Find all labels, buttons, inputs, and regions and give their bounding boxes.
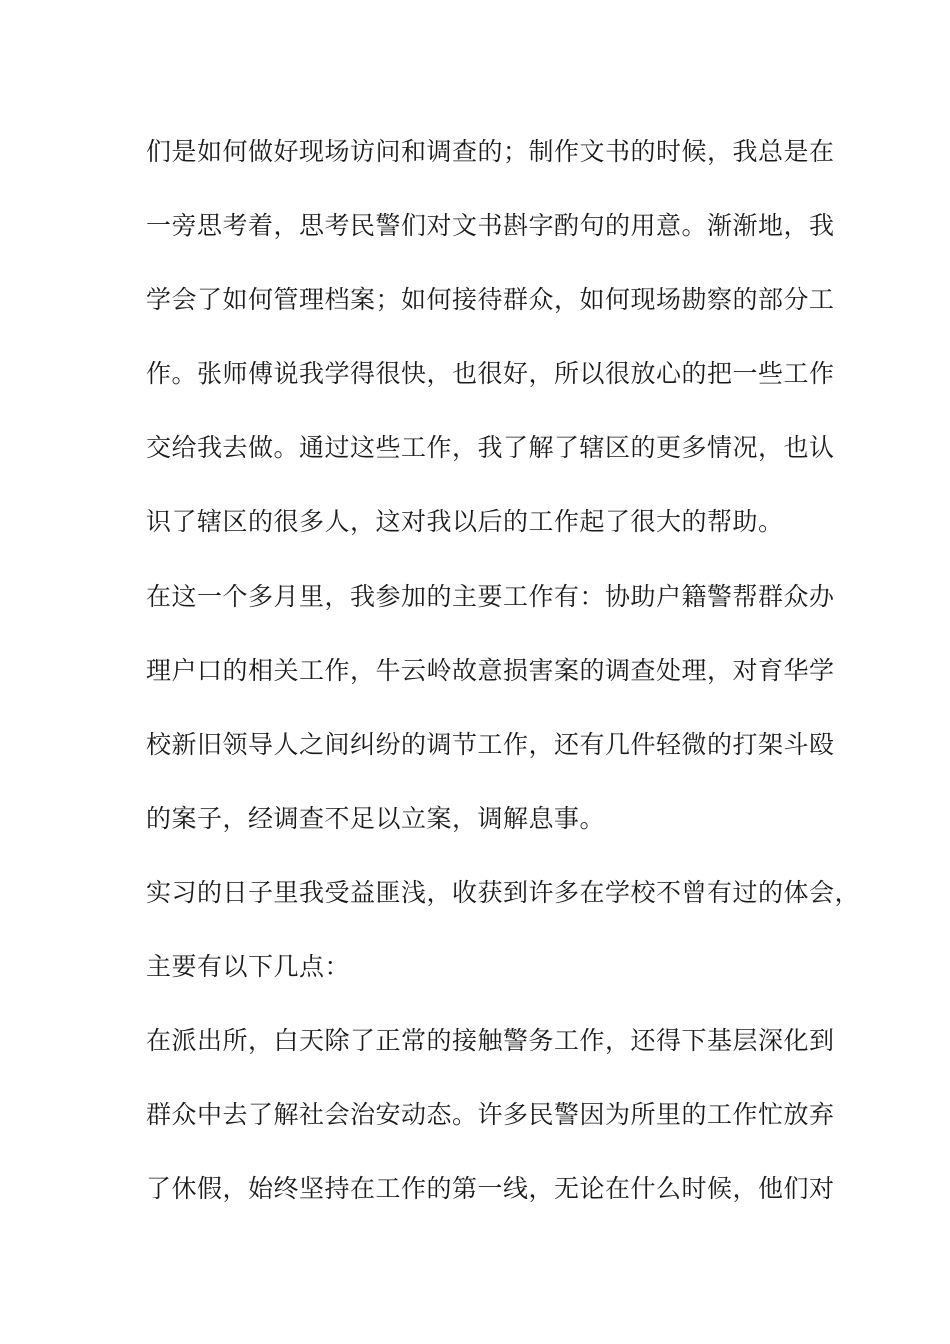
text-line: 群众中去了解社会治安动态。许多民警因为所里的工作忙放弃 — [146, 1100, 835, 1129]
text-line: 识了辖区的很多人，这对我以后的工作起了很大的帮助。 — [146, 507, 784, 536]
text-line: 主要有以下几点： — [146, 952, 351, 981]
text-line: 在这一个多月里，我参加的主要工作有：协助户籍警帮群众办 — [146, 582, 835, 611]
text-line: 交给我去做。通过这些工作，我了解了辖区的更多情况，也认 — [146, 433, 835, 462]
text-line: 的案子，经调查不足以立案，调解息事。 — [146, 804, 606, 833]
text-line: 实习的日子里我受益匪浅，收获到许多在学校不曾有过的体会， — [146, 878, 861, 907]
text-line: 学会了如何管理档案；如何接待群众，如何现场勘察的部分工 — [146, 285, 835, 314]
text-line: 一旁思考着，思考民警们对文书斟字酌句的用意。渐渐地，我 — [146, 211, 835, 240]
text-line: 了休假，始终坚持在工作的第一线，无论在什么时候，他们对 — [146, 1174, 835, 1203]
text-line: 们是如何做好现场访问和调查的；制作文书的时候，我总是在 — [146, 137, 835, 166]
text-line: 理户口的相关工作，牛云岭故意损害案的调查处理，对育华学 — [146, 656, 835, 685]
text-line: 在派出所，白天除了正常的接触警务工作，还得下基层深化到 — [146, 1026, 835, 1055]
text-line: 作。张师傅说我学得很快，也很好，所以很放心的把一些工作 — [146, 359, 835, 388]
text-line: 校新旧领导人之间纠纷的调节工作，还有几件轻微的打架斗殴 — [146, 730, 835, 759]
